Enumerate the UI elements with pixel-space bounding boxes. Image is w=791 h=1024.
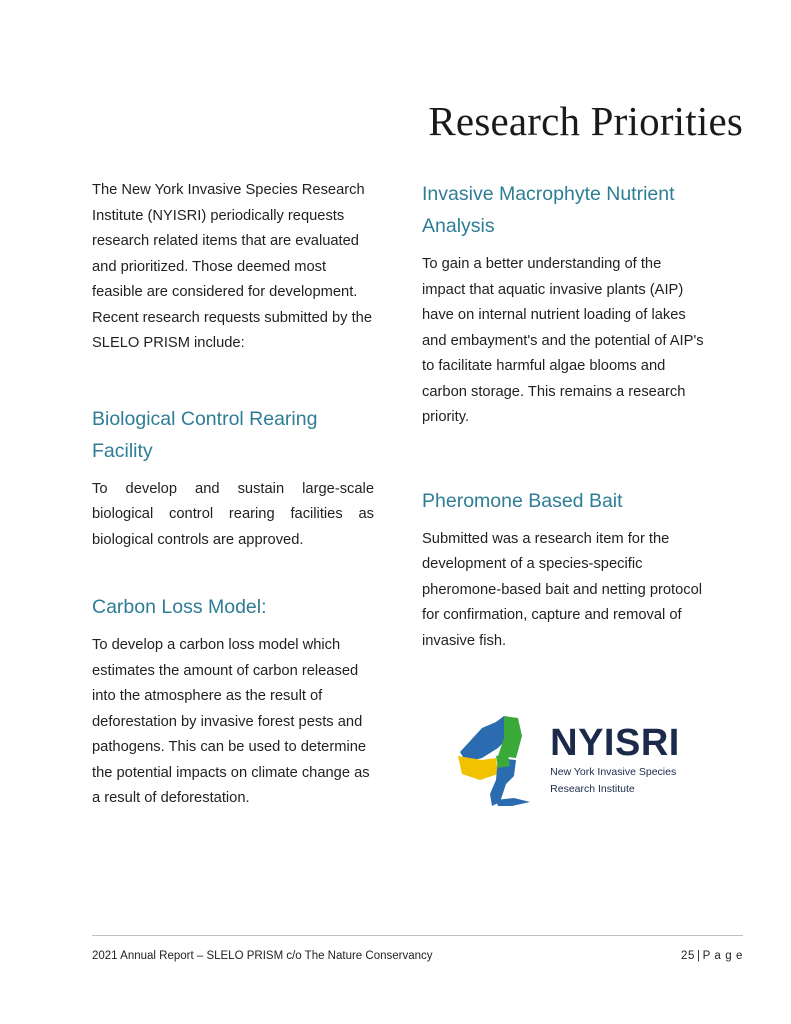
logo-title: NYISRI [550, 722, 680, 764]
section-body-biological-control: To develop and sustain large-scale biological control rearing facilities as biological controls are approved. [92, 480, 374, 548]
logo-text-block [550, 720, 680, 796]
footer-divider [92, 935, 743, 936]
page-title: Research Priorities [428, 98, 743, 145]
logo-subtitle-line-2: Research Institute [550, 783, 635, 795]
nyisri-logo [422, 706, 704, 810]
section-heading-pheromone-based-bait: Pheromone Based Bait [422, 489, 623, 512]
section-heading-carbon-loss-model: Carbon Loss Model: [92, 596, 267, 618]
section-heading-biological-control: Biological Control Rearing Facility [92, 407, 318, 462]
footer-page-separator: | [696, 950, 701, 962]
section-body-carbon-loss-model: To develop a carbon loss model which estimates the amount of carbon released into the atmosphere as the result of deforestation by invasive forest pests and pathogens. This can be used to determine the potential impacts on climate change as a result of deforestation. [92, 637, 370, 806]
right-column [422, 178, 704, 818]
section-body-pheromone-based-bait: Submitted was a research item for the development of a species-specific pheromone-based bait and netting protocol for confirmation, capture and removal of invasive fish. [422, 530, 703, 649]
section-heading-macrophyte-nutrient: Invasive Macrophyte Nutrient Analysis [422, 183, 675, 237]
section-body-macrophyte-nutrient: To gain a better understanding of the impact that aquatic invasive plants (AIP) have on internal nutrient loading of lakes and embayment's and the potential of AIP's to facilitate harmful algae blooms and carbon storage. This remains a research priority. [422, 256, 704, 425]
footer-left-text: 2021 Annual Report – SLELO PRISM c/o The Nature Conservancy [92, 950, 433, 962]
footer-page-number [681, 950, 743, 962]
page-footer [92, 950, 743, 962]
logo-subtitle-line-1: New York Invasive Species [550, 766, 677, 778]
new-york-state-map-icon [452, 706, 544, 810]
intro-paragraph: The New York Invasive Species Research Institute (NYISRI) periodically requests research related items that are evaluated and prioritized. Those deemed most feasible are considered for development. Recent research requests submitted by the SLELO PRISM include: [92, 182, 373, 351]
footer-page-label: P a g e [702, 950, 743, 962]
footer-page-value: 25 [680, 950, 695, 962]
left-column [92, 178, 374, 818]
two-column-layout [92, 178, 743, 818]
